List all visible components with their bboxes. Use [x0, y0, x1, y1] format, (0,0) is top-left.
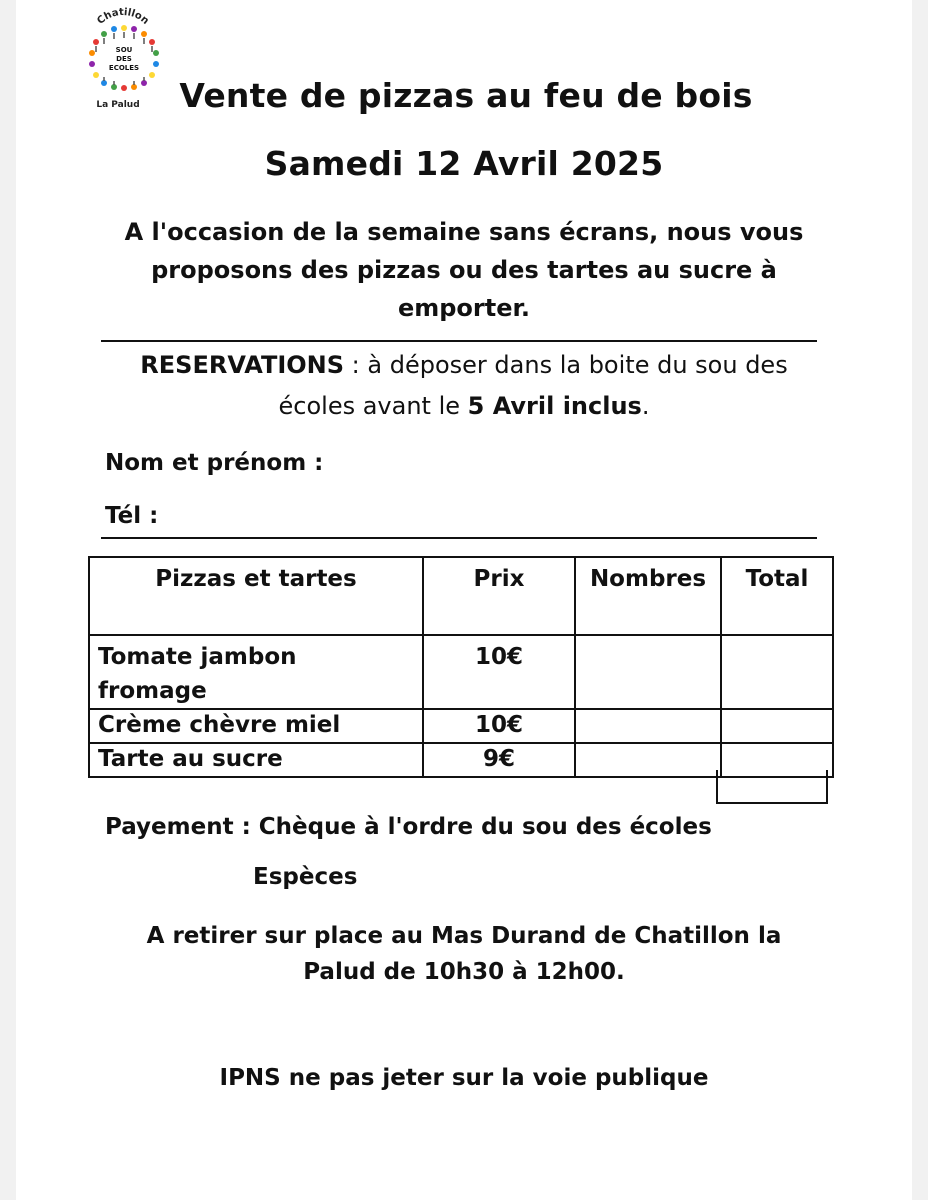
divider-bottom — [101, 537, 817, 539]
table-row — [89, 709, 833, 743]
header-total: Total — [721, 557, 833, 635]
page-title: Vente de pizzas au feu de bois — [179, 76, 753, 115]
grand-total-box[interactable] — [716, 770, 828, 804]
reservation-text — [106, 345, 822, 427]
logo-center-line-3: ECOLES — [108, 64, 140, 72]
pickup-info: A retirer sur place au Mas Durand de Chatillon la Palud de 10h30 à 12h00. — [146, 923, 782, 985]
reservation-deadline: 5 Avril inclus — [467, 392, 642, 420]
footer-ipns: IPNS ne pas jeter sur la voie publique — [219, 1065, 709, 1091]
payment-option-cheque: : Chèque à l'ordre du sou des écoles — [233, 814, 712, 840]
header-price: Prix — [423, 557, 575, 635]
payment-option-cash: Espèces — [253, 864, 358, 890]
quantity-cell[interactable] — [575, 635, 721, 709]
table-row — [89, 635, 833, 709]
event-date: Samedi 12 Avril 2025 — [264, 144, 664, 183]
item-cell: Crème chèvre miel — [89, 709, 423, 743]
table-header-row — [89, 557, 833, 635]
price-cell: 9€ — [423, 743, 575, 777]
item-cell: Tarte au sucre — [89, 743, 423, 777]
svg-text:Chatillon — [95, 7, 151, 27]
total-cell[interactable] — [721, 709, 833, 743]
logo-center-line-2: DES — [116, 55, 132, 63]
name-field-label: Nom et prénom : — [105, 450, 324, 476]
quantity-cell[interactable] — [575, 743, 721, 777]
price-cell: 10€ — [423, 635, 575, 709]
header-item: Pizzas et tartes — [89, 557, 423, 635]
payment-label: Payement — [105, 814, 234, 840]
price-cell: 10€ — [423, 709, 575, 743]
reservation-end: . — [641, 392, 650, 420]
reservation-label: RESERVATIONS — [140, 351, 345, 379]
payment-line — [105, 812, 712, 842]
phone-field-label: Tél : — [105, 503, 159, 529]
quantity-cell[interactable] — [575, 709, 721, 743]
intro-text: A l'occasion de la semaine sans écrans, nous vous proposons des pizzas ou des tartes au sucre à emporter. — [124, 218, 804, 322]
reservation-details: : à déposer dans la boite du sou des écoles avant le — [278, 351, 788, 420]
item-name-line-2: fromage — [98, 678, 207, 704]
order-table — [88, 556, 834, 778]
logo-center-line-1: SOU — [115, 46, 133, 54]
total-cell[interactable] — [721, 635, 833, 709]
logo-top-text: Chatillon — [95, 6, 151, 27]
logo-bottom-text: La Palud — [96, 100, 140, 110]
header-quantity: Nombres — [575, 557, 721, 635]
flyer-page — [16, 0, 912, 1200]
item-cell — [89, 635, 423, 709]
item-name-line-1: Tomate jambon — [98, 644, 297, 670]
divider-top — [101, 340, 817, 342]
